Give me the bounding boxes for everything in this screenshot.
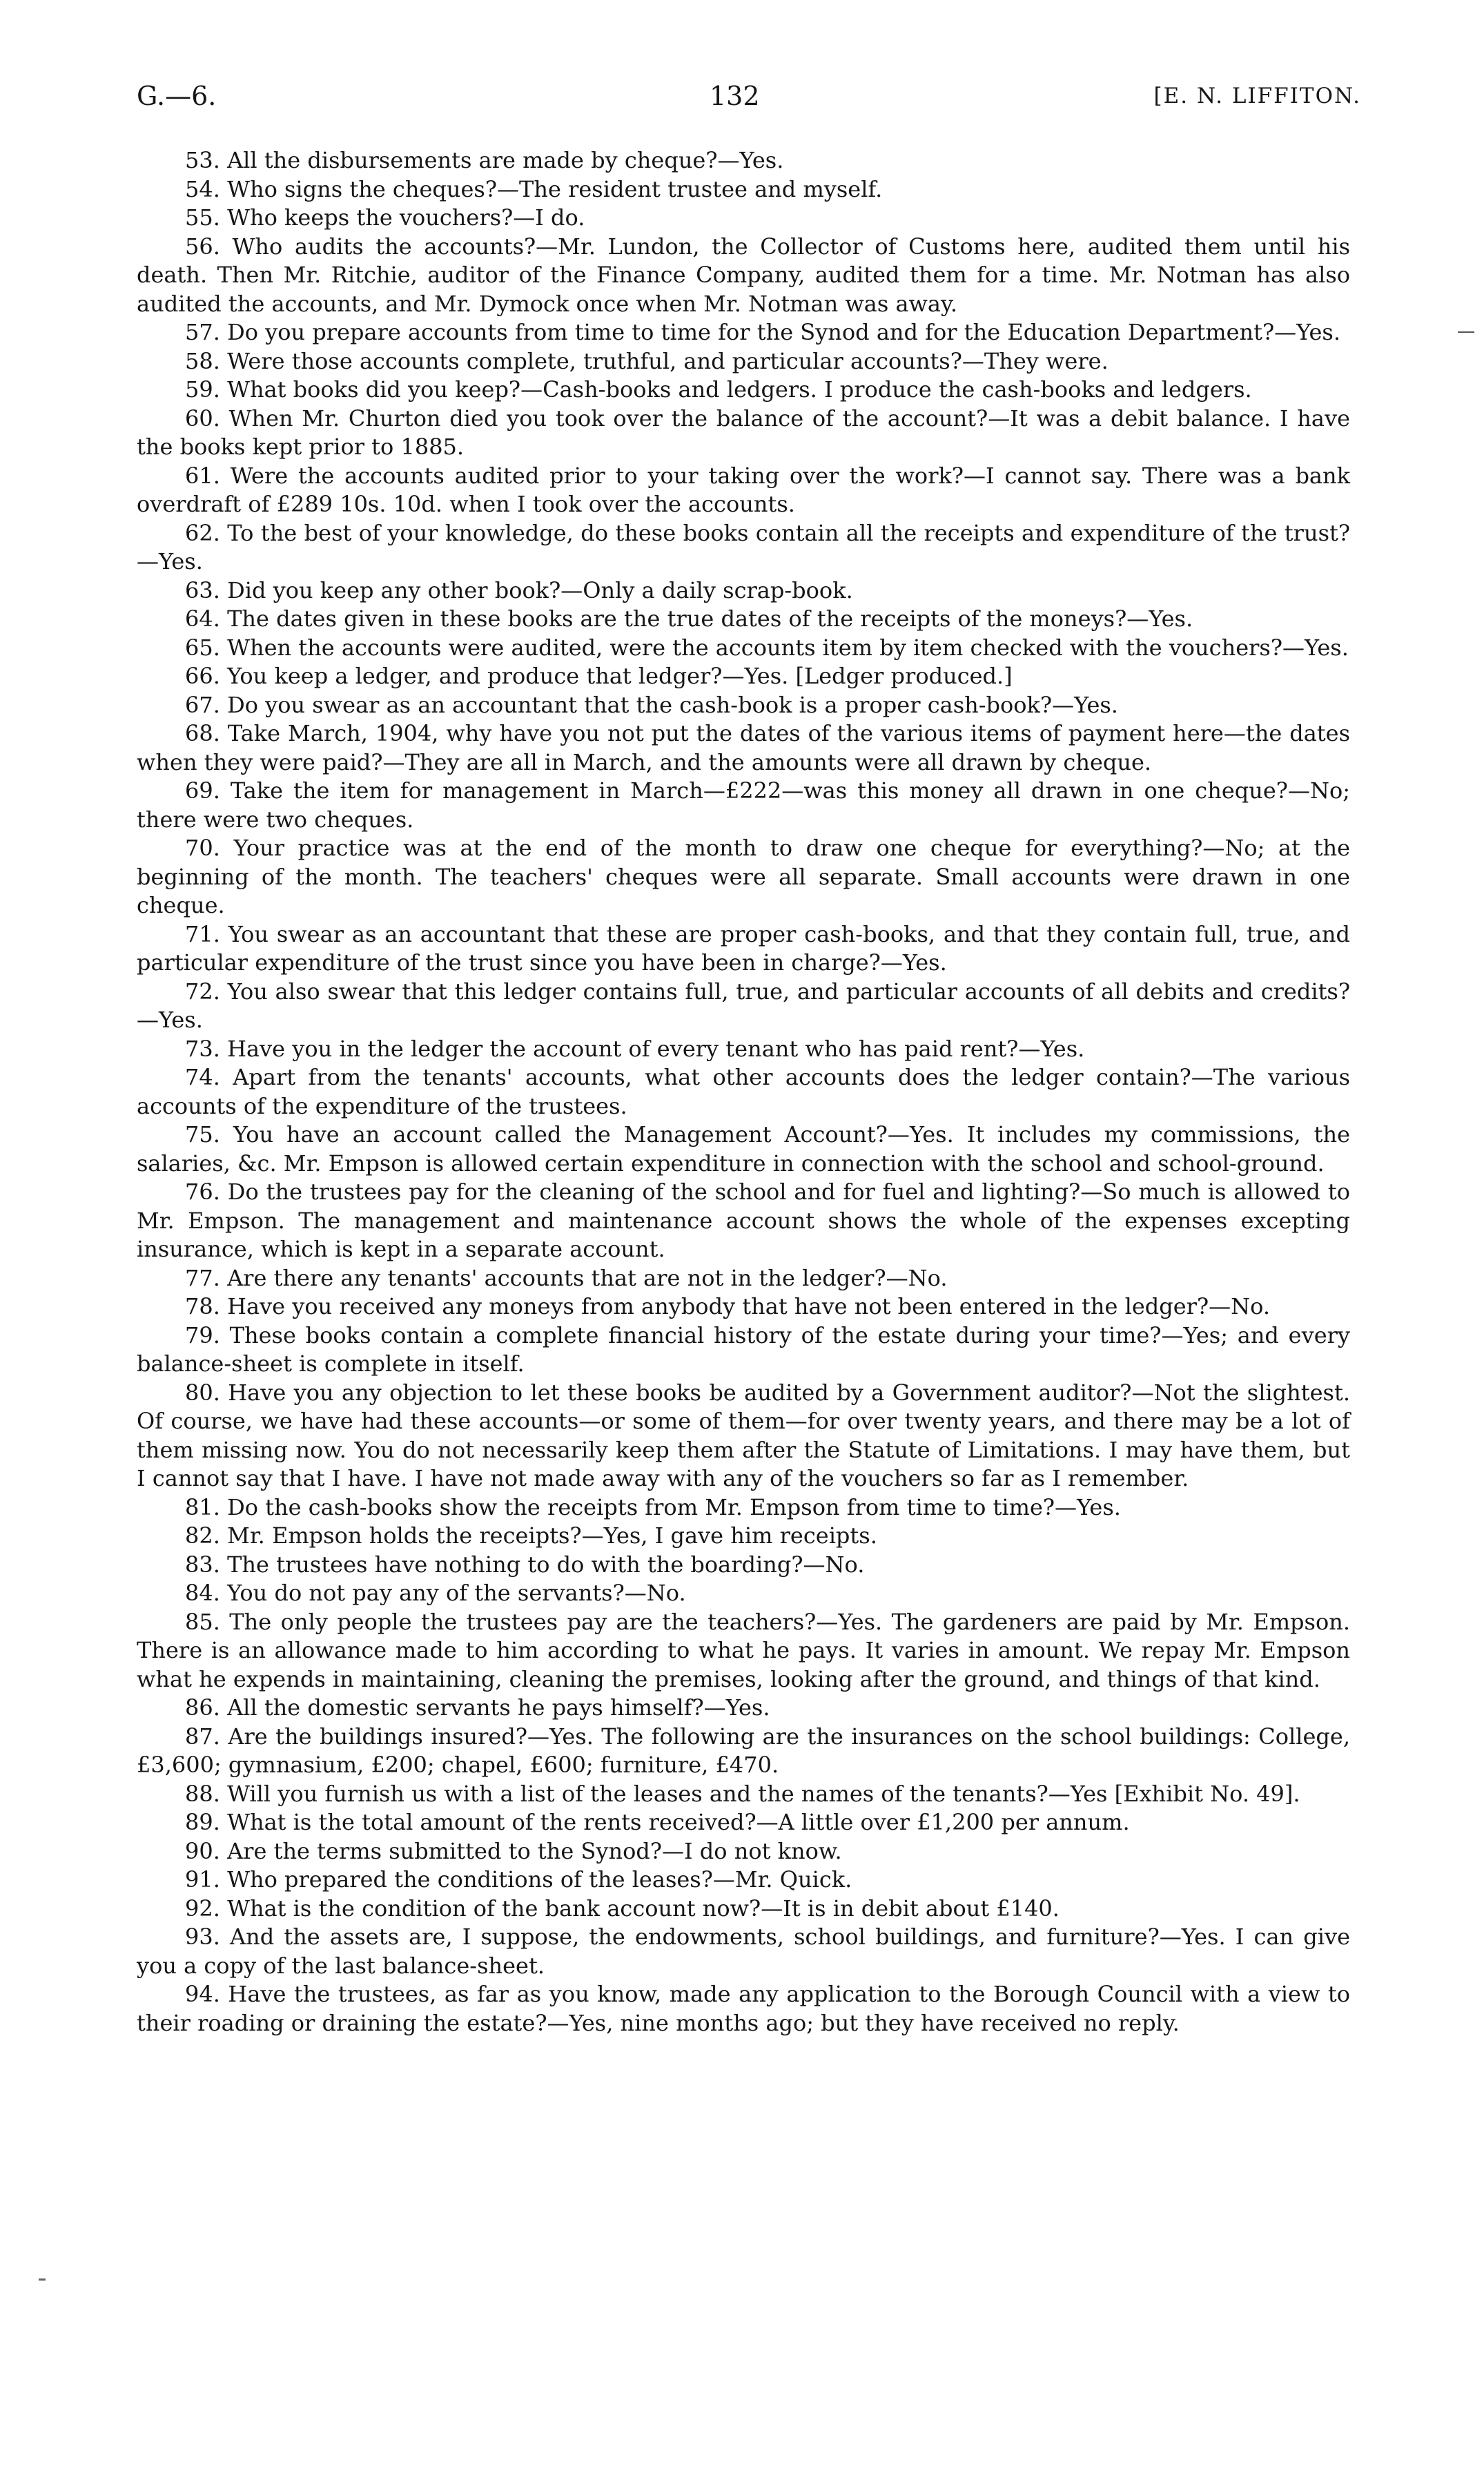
question-answer-paragraph: 70. Your practice was at the end of the month to draw one cheque for everything?—No; at the beginning of the month. The teachers' cheques were all separate. Small accounts were drawn in one cheque. [137, 835, 1350, 918]
question-answer-paragraph: 91. Who prepared the conditions of the leases?—Mr. Quick. [185, 1866, 852, 1893]
question-answer-paragraph: 86. All the domestic servants he pays himself?—Yes. [185, 1694, 770, 1721]
question-answer-paragraph: 81. Do the cash-books show the receipts from Mr. Empson from time to time?—Yes. [185, 1493, 1121, 1520]
question-answer-paragraph: 93. And the assets are, I suppose, the endowments, school buildings, and furniture?—Yes. I can give you a copy of the last balance-sheet. [137, 1924, 1350, 1979]
question-answer-paragraph: 62. To the best of your knowledge, do these books contain all the receipts and expenditure of the trust?—Yes. [137, 519, 1350, 574]
question-answer-paragraph: 75. You have an account called the Management Account?—Yes. It includes my commissions, the salaries, &c. Mr. Empson is allowed certain expenditure in connection with the school and school-ground. [137, 1121, 1350, 1177]
document-reference: G.—6. [137, 81, 217, 111]
question-answer-paragraph: 76. Do the trustees pay for the cleaning of the school and for fuel and lighting?—So much is allowed to Mr. Empson. The management and maintenance account shows the whole of the expenses excepting insurance, which is kept in a separate account. [137, 1179, 1350, 1262]
question-answer-paragraph: 59. What books did you keep?—Cash-books and ledgers. I produce the cash-books and ledgers. [185, 376, 1252, 403]
question-answer-paragraph: 68. Take March, 1904, why have you not put the dates of the various items of payment here—the dates when they were paid?—They are all in March, and the amounts were all drawn by cheque. [137, 720, 1350, 775]
question-answer-paragraph: 89. What is the total amount of the rents received?—A little over £1,200 per annum. [185, 1809, 1130, 1835]
question-answer-paragraph: 54. Who signs the cheques?—The resident trustee and myself. [185, 175, 883, 202]
question-answer-paragraph: 64. The dates given in these books are the true dates of the receipts of the moneys?—Yes. [185, 606, 1193, 632]
question-answer-paragraph: 84. You do not pay any of the servants?—No. [185, 1580, 686, 1606]
witness-name: [E. N. LIFFITON. [1153, 84, 1361, 108]
question-answer-paragraph: 63. Did you keep any other book?—Only a daily scrap-book. [185, 577, 853, 603]
question-answer-paragraph: 55. Who keeps the vouchers?—I do. [185, 204, 585, 231]
question-answer-paragraph: 72. You also swear that this ledger contains full, true, and particular accounts of all debits and credits?—Yes. [137, 978, 1350, 1033]
question-answer-paragraph: 90. Are the terms submitted to the Synod?—I do not know. [185, 1837, 842, 1864]
margin-mark [39, 2278, 46, 2281]
question-answer-paragraph: 74. Apart from the tenants' accounts, what other accounts does the ledger contain?—The various accounts of the expenditure of the trustees. [137, 1064, 1350, 1119]
question-answer-paragraph: 82. Mr. Empson holds the receipts?—Yes, I gave him receipts. [185, 1522, 877, 1549]
question-answer-paragraph: 77. Are there any tenants' accounts that are not in the ledger?—No. [185, 1264, 948, 1291]
page-header [137, 81, 1361, 117]
question-answer-paragraph: 56. Who audits the accounts?—Mr. Lundon, the Collector of Customs here, audited them until his death. Then Mr. Ritchie, auditor of the Finance Company, audited them for a time. Mr. Notman has also audited the accounts, and Mr. Dymock once when Mr. Notman was away. [137, 233, 1350, 317]
question-answer-paragraph: 60. When Mr. Churton died you took over the balance of the account?—It was a debit balance. I have the books kept prior to 1885. [137, 405, 1350, 460]
question-answer-paragraph: 53. All the disbursements are made by cheque?—Yes. [185, 147, 784, 173]
question-answer-paragraph: 67. Do you swear as an accountant that the cash-book is a proper cash-book?—Yes. [185, 691, 1118, 718]
question-answer-paragraph: 85. The only people the trustees pay are the teachers?—Yes. The gardeners are paid by Mr. Empson. There is an allowance made to him according to what he pays. It varies in amount. We repay Mr. Empson what he expends in maintaining, cleaning the premises, looking after the ground, and things of that kind. [137, 1608, 1350, 1692]
question-answer-paragraph: 80. Have you any objection to let these books be audited by a Government auditor?—Not the slightest. Of course, we have had these accounts—or some of them—for over twenty years, and there may be a lot of them missing now. You do not necessarily keep them after the Statute of Limitations. I may have them, but I cannot say that I have. I have not made away with any of the vouchers so far as I remember. [137, 1379, 1350, 1491]
question-answer-paragraph: 94. Have the trustees, as far as you know, made any application to the Borough Council with a view to their roading or draining the estate?—Yes, nine months ago; but they have received no reply. [137, 1981, 1350, 2036]
question-answer-paragraph: 83. The trustees have nothing to do with the boarding?—No. [185, 1551, 865, 1578]
question-answer-paragraph: 92. What is the condition of the bank account now?—It is in debit about £140. [185, 1895, 1060, 1922]
question-answer-paragraph: 66. You keep a ledger, and produce that ledger?—Yes. [Ledger produced.] [185, 663, 1013, 689]
question-answer-paragraph: 65. When the accounts were audited, were the accounts item by item checked with the vouchers?—Yes. [185, 634, 1349, 661]
page-number: 132 [710, 81, 760, 111]
testimony-body [137, 146, 1350, 2038]
question-answer-paragraph: 61. Were the accounts audited prior to your taking over the work?—I cannot say. There was a bank overdraft of £289 10s. 10d. when I took over the accounts. [137, 462, 1350, 517]
margin-mark [1458, 331, 1474, 333]
question-answer-paragraph: 87. Are the buildings insured?—Yes. The following are the insurances on the school buildings: College, £3,600; gymnasium, £200; chapel, £600; furniture, £470. [137, 1723, 1350, 1778]
question-answer-paragraph: 88. Will you furnish us with a list of the leases and the names of the tenants?—Yes [Exhibit No. 49]. [185, 1780, 1300, 1807]
question-answer-paragraph: 69. Take the item for management in March—£222—was this money all drawn in one cheque?—No; there were two cheques. [137, 777, 1350, 833]
question-answer-paragraph: 79. These books contain a complete financial history of the estate during your time?—Yes; and every balance-sheet is complete in itself. [137, 1322, 1350, 1377]
question-answer-paragraph: 78. Have you received any moneys from anybody that have not been entered in the ledger?—No. [185, 1293, 1271, 1319]
question-answer-paragraph: 57. Do you prepare accounts from time to time for the Synod and for the Education Department?—Yes. [185, 319, 1341, 345]
question-answer-paragraph: 58. Were those accounts complete, truthful, and particular accounts?—They were. [185, 347, 1109, 374]
question-answer-paragraph: 73. Have you in the ledger the account of every tenant who has paid rent?—Yes. [185, 1035, 1085, 1062]
question-answer-paragraph: 71. You swear as an accountant that these are proper cash-books, and that they contain full, true, and particular expenditure of the trust since you have been in charge?—Yes. [137, 920, 1350, 976]
